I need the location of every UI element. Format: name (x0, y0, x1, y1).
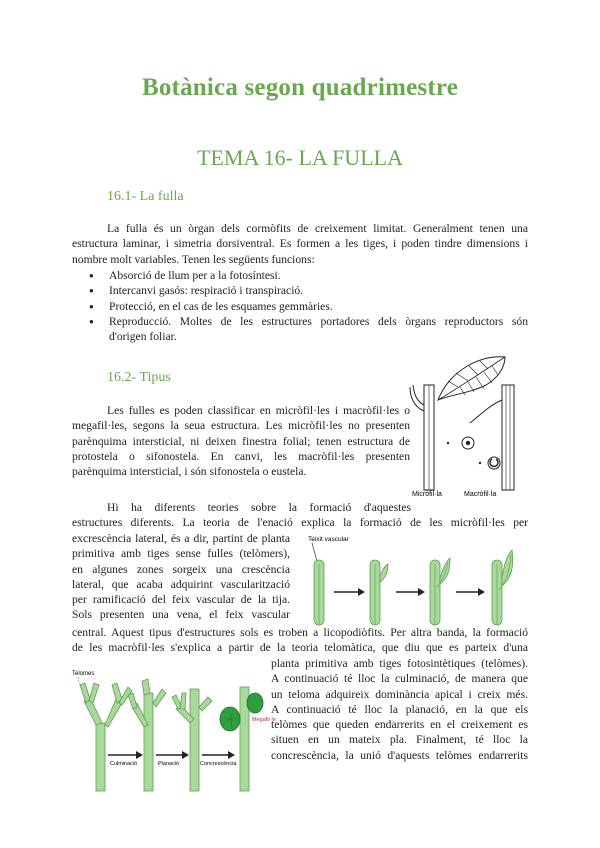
document-title: Botànica segon quadrimestre (141, 74, 459, 101)
text-line: un teloma adquireix dominància apical i creix més. (271, 687, 528, 701)
list-item: ● Absorció de llum per a la fotosíntesi. (88, 268, 528, 283)
vascular-tissue-label: Teixit vascular (308, 536, 349, 543)
functions-list (88, 268, 528, 344)
stage-culminacio: Culminació (110, 761, 138, 767)
megaphyll-label: Megafil·le (252, 717, 276, 723)
text-line: lateral, que acaba adquirint vascularització (72, 577, 290, 591)
text-line: megafil·les, segons la seua estructura. Les micròfil·les no presenten (72, 419, 410, 433)
leaf-types-figure (410, 345, 535, 500)
paragraph-teories-top (72, 500, 528, 531)
text-line: en algunes zones sorgeix una crescència (72, 562, 290, 576)
enation-figure (298, 532, 530, 627)
text-line: per ramificació del feix vascular de la tija. (72, 593, 290, 607)
text-line: concrescència, la unió d'aquests telòmes endarrerits (271, 748, 528, 762)
paragraph-tipus (72, 403, 410, 479)
section-heading-16-2: 16.2- Tipus (107, 370, 171, 385)
text-line: Hi ha diferents teories sobre la formació d'aquestes (107, 501, 411, 514)
microphyll-label: Micròfil·la (412, 491, 442, 498)
text-line: excrescència lateral, és a dir, partint de planta (72, 532, 290, 545)
paragraph-telomes (271, 656, 528, 763)
paragraph-telomatica (72, 625, 528, 656)
telome-label: Telomes (72, 671, 95, 677)
text-line: central. Aquest tipus d'estructures sols es troben a licopodiòfits. Per altra banda, la formació (72, 626, 528, 639)
list-item: ● Reproducció. Moltes de les estructures portadores dels òrgans reproductors són (88, 314, 528, 329)
text-line: protostela o sifonostela. En canvi, les macròfil·les presenten (72, 449, 410, 463)
text-line: primitiva amb tiges sense fulles (telòmers), (72, 547, 290, 561)
list-item: ● Protecció, en el cas de les esquames gemmàries. (88, 299, 528, 314)
paragraph-fulla (72, 221, 528, 267)
stage-concrescencia: Concrescència (200, 761, 237, 767)
text-line: Les fulles es poden classificar en micròfil·les i macròfil·les o (107, 404, 410, 417)
chapter-heading: TEMA 16- LA FULLA (197, 145, 403, 170)
paragraph-enacio (72, 531, 290, 623)
text-line: telòmes que queden endarrerits en el creixement es (271, 718, 528, 732)
text-line: A continuació té lloc la planació, en la que els (271, 702, 528, 716)
text-line: parènquima intersticial, i són sifonostela o eustela. (72, 465, 307, 479)
text-line: estructura laminar, i simetria dorsiventral. Es formen a les tiges, i poden tindre dimensions i (72, 237, 528, 251)
text-line: de les macròfil·les s'explica a partir de la teoria telomàtica, que diu que es parteix d'una (72, 641, 528, 655)
text-line: planta primitiva amb tiges fotosintètiques (telòmes). (271, 657, 528, 670)
text-line: estructures diferents. La teoria de l'enació explica la formació de les micròfil·les per (72, 516, 528, 530)
stage-planacio: Planació (158, 761, 180, 767)
text-line: parènquima intersticial, ni deixen finestra folial; tenen estructura de (72, 434, 410, 448)
list-item-continuation: d'origen foliar. (109, 330, 177, 344)
text-line: nombre molt variables. Tenen les següents funcions: (72, 252, 315, 266)
text-line: A continuació té lloc la culminació, de manera que (271, 672, 528, 686)
macrophyll-label: Macròfil·la (464, 491, 497, 498)
text-line: La fulla és un òrgan dels cormòfits de creixement limitat. Generalment tenen una (107, 222, 528, 235)
telome-theory-figure (72, 663, 276, 793)
section-heading-16-1: 16.1- La fulla (107, 189, 184, 204)
text-line: Sols presenten una vena, el feix vascular (72, 608, 290, 622)
text-line: situen en un mateix pla. Finalment, té lloc la (271, 733, 528, 747)
list-item: ● Intercanvi gasós: respiració i transpiració. (88, 283, 528, 298)
